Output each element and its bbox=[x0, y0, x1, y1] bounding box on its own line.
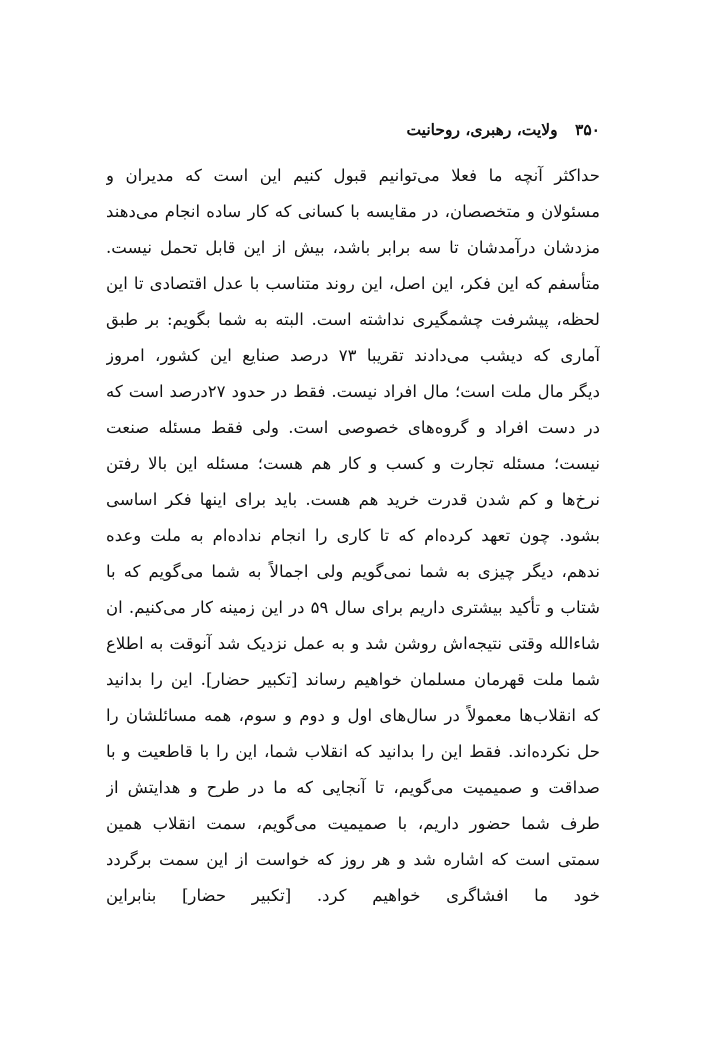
text-line: متأسفم که این فکر، این اصل، این روند متناسب با عدل اقتصادی تا این bbox=[106, 274, 600, 293]
text-line: شما ملت قهرمان مسلمان خواهیم رساند [تکبیر حضار]. این را بدانید bbox=[106, 670, 600, 689]
body-text bbox=[106, 158, 600, 914]
text-line: آماری که دیشب می‌دادند تقریبا ۷۳ درصد صنایع این کشور، امروز bbox=[106, 346, 600, 365]
text-line: بشود. چون تعهد کرده‌ام که تا کاری را انجام نداده‌ام به ملت وعده bbox=[106, 526, 600, 545]
text-line: سمتی است که اشاره شد و هر روز که خواست از این سمت برگردد bbox=[106, 850, 600, 869]
text-line: حداکثر آنچه ما فعلا می‌توانیم قبول کنیم این است که مدیران و bbox=[106, 166, 600, 185]
running-header bbox=[106, 116, 600, 144]
text-line: لحظه، پیشرفت چشمگیری نداشته است. البته به شما بگویم: بر طبق bbox=[106, 310, 600, 329]
text-line: نیست؛ مسئله تجارت و کسب و کار هم هست؛ مسئله این بالا رفتن bbox=[106, 454, 600, 473]
book-page bbox=[106, 116, 600, 936]
text-line: مزدشان درآمدشان تا سه برابر باشد، بیش از این قابل تحمل نیست. bbox=[106, 238, 600, 257]
text-line: نرخ‌ها و کم شدن قدرت خرید هم هست. باید برای اینها فکر اساسی bbox=[106, 490, 600, 509]
text-line: در دست افراد و گروه‌های خصوصی است. ولی فقط مسئله صنعت bbox=[106, 418, 600, 437]
text-line: صداقت و صمیمیت می‌گویم، تا آنجایی که ما در طرح و هدایتش از bbox=[106, 778, 600, 797]
text-line: خود ما افشاگری خواهیم کرد. [تکبیر حضار] بنابراین bbox=[106, 886, 600, 905]
text-line: طرف شما حضور داریم، با صمیمیت می‌گویم، سمت انقلاب همین bbox=[106, 814, 600, 833]
text-line: ندهم، دیگر چیزی به شما نمی‌گویم ولی اجمالاً به شما می‌گویم که با bbox=[106, 562, 600, 581]
text-line: دیگر مال ملت است؛ مال افراد نیست. فقط در حدود ۲۷درصد است که bbox=[106, 382, 600, 401]
text-line: شتاب و تأکید بیشتری داریم برای سال ۵۹ در این زمینه کار می‌کنیم. ان bbox=[106, 598, 600, 617]
page-number: ۳۵۰ bbox=[575, 120, 600, 139]
text-line: مسئولان و متخصصان، در مقایسه با کسانی که کار ساده انجام می‌دهند bbox=[106, 202, 600, 221]
text-line: شاءالله وقتی نتیجه‌اش روشن شد و به عمل نزدیک شد آنوقت به اطلاع bbox=[106, 634, 600, 653]
running-title: ولایت، رهبری، روحانیت bbox=[406, 120, 558, 139]
text-line: که انقلاب‌ها معمولاً در سال‌های اول و دوم و سوم، همه مسائلشان را bbox=[106, 706, 600, 725]
text-line: حل نکرده‌اند. فقط این را بدانید که انقلاب شما، این را با قاطعیت و با bbox=[106, 742, 600, 761]
